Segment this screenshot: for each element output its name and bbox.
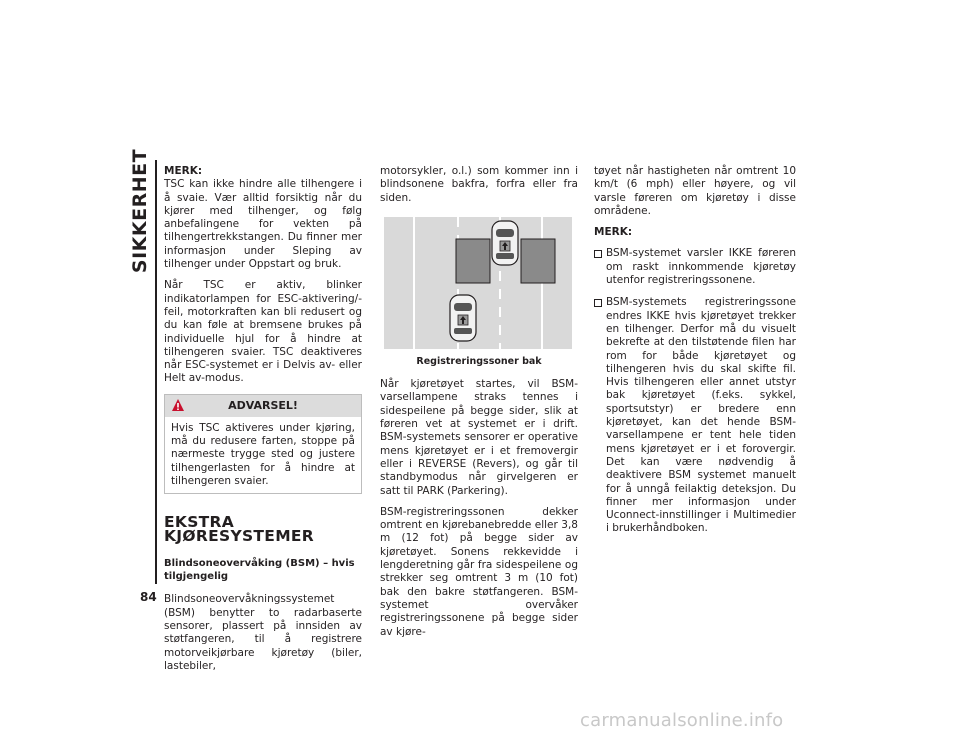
figure-caption: Registreringssoner bak: [416, 355, 542, 367]
section-heading: EKSTRA KJØRESYSTEMER: [164, 513, 315, 545]
sub-heading: Blindsoneovervåking (BSM) – hvis tilgjengelig: [164, 557, 355, 583]
bsm-continued-paragraph: motorsykler, o.l.) som kommer inn i blindsonene bakfra, forfra eller fra siden.: [380, 165, 578, 204]
tsc-paragraph: Når TSC er aktiv, blinker indikatorlampen for ESC-aktivering/-feil, motorkraften kan bli redusert og du kan føle at bremsene brukes på individuelle hjul for å hindre at tilhengeren svaier. TSC deaktiveres når ESC-systemet er i Delvis av- eller Helt av-modus.: [164, 279, 362, 385]
bsm-intro-paragraph: Blindsoneovervåkningssystemet (BSM) benytter to radarbaserte sensorer, plassert på innsiden av støtfangeren, til å registrere motorveikjørbare kjøretøy (biler, lastebiler,: [164, 593, 362, 672]
warning-box: [164, 394, 362, 494]
column-3: [594, 165, 796, 545]
column-1: [164, 165, 362, 681]
column-2: [380, 165, 578, 647]
warning-header: [165, 395, 361, 417]
bullet-text: BSM-systemets registreringssone endres IKKE hvis kjøretøyet trekker en tilhenger. Derfor må du visuelt bekrefte at den tilstøtende filen har rom for både kjøretøyet og tilhengeren hvis du skal skifte fil. Hvis tilhengeren eller annet utstyr bak kjøretøyet (f.eks. sykkel, sportsutstyr) er bredere enn kjøretøyet, kan det hende BSM-varsellampene er tent hele tiden mens kjøretøyet er i et forovergir. Det kan være nødvendig å deaktivere BSM systemet manuelt for å unngå feilaktig deteksjon. Du finner mer informasjon under Uconnect-innstillinger i Multimedier i brukerhåndboken.: [606, 296, 796, 535]
bsm-zone-paragraph: BSM-registreringssonen dekker omtrent en kjørebanebredde eller 3,8 m (12 fot) på begge sider av kjøretøyet. Sonens rekkevidde i lengderetning går fra sidespeilene og strekker seg omtrent 3 m (10 fot) bak den bakre støtfangeren. BSM-systemet overvåker registreringssonene på begge sider av kjøre-: [380, 505, 578, 638]
list-item: [594, 296, 796, 535]
square-bullet-icon: [594, 250, 602, 258]
note-text: TSC kan ikke hindre alle tilhengere i å svaie. Vær alltid forsiktig når du kjører med tilhenger, og følg anbefalingene for vekten på tilhengertrekkstangen. Du finner mer informasjon under Sleping av tilhenger under Oppstart og bruk.: [164, 178, 362, 271]
watermark: carmanualsonline.info: [580, 710, 784, 731]
section-tab: [126, 148, 154, 274]
note-label-2: MERK:: [594, 226, 633, 239]
detection-zones-diagram: [384, 217, 572, 349]
bullet-text: BSM-systemet varsler IKKE føreren om raskt innkommende kjøretøy utenfor registreringssonene.: [606, 247, 796, 287]
list-item: [594, 247, 796, 287]
bsm-speed-paragraph: tøyet når hastigheten når omtrent 10 km/t (6 mph) eller høyere, og vil varsle føreren om kjøretøy i disse områdene.: [594, 165, 796, 217]
square-bullet-icon: [594, 299, 602, 307]
sidebar-divider: [155, 160, 157, 584]
vehicle-icon-rear: [450, 295, 476, 341]
note-bullet-list: [594, 247, 796, 535]
vehicle-icon-front: [492, 221, 518, 265]
warning-text: Hvis TSC aktiveres under kjøring, må du redusere farten, stoppe på nærmeste trygge sted og justere tilhengerlasten for å hindre at tilhengeren svaier.: [171, 421, 355, 487]
bsm-startup-paragraph: Når kjøretøyet startes, vil BSM-varsellampene straks tennes i sidespeilene på begge sider, slik at føreren vet at systemet er i drift. BSM-systemets sensorer er operative mens kjøretøyet er i et fremovergir eller i REVERSE (Revers), og går til standbymodus når girvelgeren er satt til PARK (Parkering).: [380, 378, 578, 497]
note-label: MERK:: [164, 165, 203, 177]
warning-triangle-icon: [171, 398, 185, 412]
page-number: 84: [140, 590, 157, 604]
detection-zones-figure: [384, 217, 572, 349]
warning-title: ADVARSEL!: [228, 398, 298, 412]
section-tab-label: SIKKERHET: [129, 148, 151, 274]
